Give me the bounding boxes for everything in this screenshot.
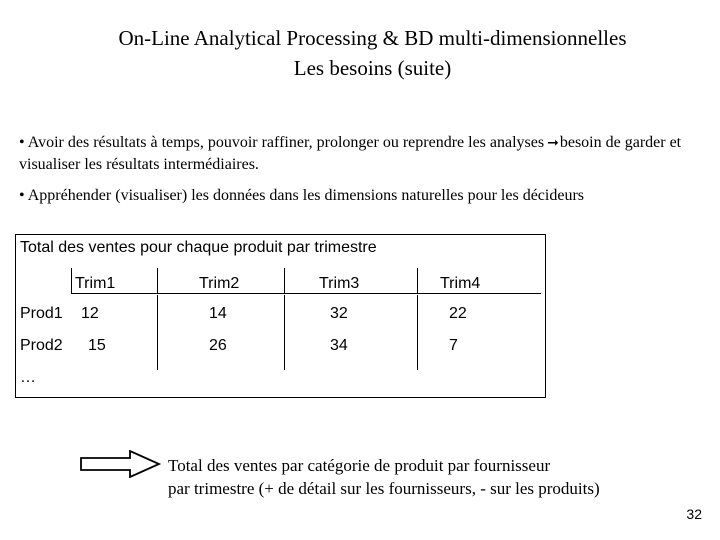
sales-table-box: [15, 234, 546, 398]
conclusion-line2: par trimestre (+ de détail sur les fournisseurs, - sur les produits): [168, 479, 600, 498]
column-separator: [157, 268, 158, 294]
column-header-trim3: Trim3: [319, 275, 360, 292]
column-header-trim4: Trim4: [440, 275, 481, 292]
cell-prod2-trim4: 7: [449, 337, 458, 354]
slide-title: On-Line Analytical Processing & BD multi-dimensionnelles: [118, 26, 627, 50]
column-header-trim2: Trim2: [199, 275, 240, 292]
row-label-prod2: Prod2: [20, 337, 63, 354]
column-separator: [284, 295, 285, 370]
row-label-prod1: Prod1: [20, 305, 63, 322]
right-arrow-icon: ➞: [547, 135, 559, 151]
column-separator: [417, 268, 418, 294]
bullet-text: • Avoir des résultats à temps, pouvoir raffiner, prolonger ou reprendre les analyses: [19, 134, 545, 151]
cell-prod1-trim2: 14: [209, 305, 227, 322]
cell-prod1-trim1: 12: [81, 305, 99, 322]
conclusion-line1: Total des ventes par catégorie de produit par fournisseur: [168, 456, 551, 475]
column-separator: [417, 295, 418, 370]
column-separator: [157, 295, 158, 370]
slide-subtitle: Les besoins (suite): [293, 56, 452, 80]
cell-prod2-trim2: 26: [209, 337, 227, 354]
table-title: Total des ventes pour chaque produit par trimestre: [20, 239, 377, 256]
cell-prod2-trim3: 34: [330, 337, 348, 354]
column-header-trim1: Trim1: [75, 275, 116, 292]
page-number: 32: [686, 506, 702, 522]
cell-prod1-trim4: 22: [449, 305, 467, 322]
conclusion-text: [168, 454, 708, 500]
cell-prod1-trim3: 32: [330, 305, 348, 322]
bullet-natural-dimensions: • Appréhender (visualiser) les données dans les dimensions naturelles pour les décideurs: [19, 187, 585, 204]
cell-prod2-trim1: 15: [88, 337, 106, 354]
table-ellipsis: …: [20, 369, 36, 386]
bullet-text-continued: besoin de garder et visualiser les résultats intermédiaires.: [19, 134, 682, 173]
hollow-right-arrow-icon: [80, 450, 162, 478]
bullet-results-in-time: [19, 132, 709, 175]
column-separator: [284, 268, 285, 294]
row-header-separator: [71, 268, 72, 294]
header-rule: [71, 293, 541, 294]
